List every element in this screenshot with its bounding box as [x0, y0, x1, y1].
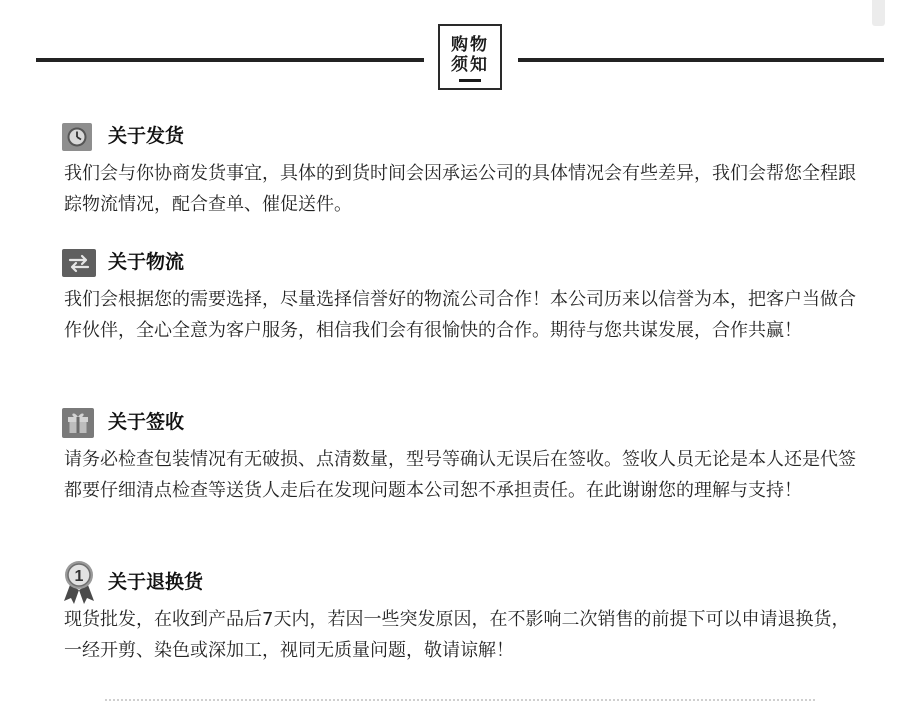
gift-box-icon: [62, 408, 94, 438]
header-title-box: [438, 24, 502, 90]
section-title: 关于发货: [108, 125, 185, 147]
section-receipt: [62, 407, 862, 506]
swap-arrows-icon: [62, 249, 96, 277]
section-body: 现货批发，在收到产品后7天内，若因一些突发原因，在不影响二次销售的前提下可以申请退换货，一经开剪、染色或深加工，视同无质量问题，敬请谅解！: [64, 609, 850, 661]
section-logistics: [62, 247, 862, 346]
section-title: 关于退换货: [108, 571, 204, 593]
medal-number-one-icon: [62, 559, 96, 605]
section-title: 关于签收: [108, 411, 185, 433]
section-body: 请务必检查包装情况有无破损、点清数量，型号等确认无误后在签收。签收人员无论是本人还是代签都要仔细清点检查等送货人走后在发现问题本公司恕不承担责任。在此谢谢您的理解与支持！: [64, 449, 856, 501]
section-body: 我们会根据您的需要选择，尽量选择信誉好的物流公司合作！本公司历来以信誉为本，把客户当做合作伙伴，全心全意为客户服务，相信我们会有很愉快的合作。期待与您共谋发展，合作共赢！: [64, 289, 856, 341]
bottom-dotted-divider: [105, 699, 815, 701]
page-title: 购物须知: [451, 35, 489, 75]
section-title: 关于物流: [108, 251, 185, 273]
section-returns: [62, 567, 862, 666]
section-body: 我们会与你协商发货事宜，具体的到货时间会因承运公司的具体情况会有些差异，我们会帮您全程跟踪物流情况，配合查单、催促送件。: [64, 163, 856, 215]
section-shipping: [62, 121, 862, 220]
corner-decoration: [872, 0, 885, 26]
clock-icon: [62, 123, 92, 151]
svg-text:1: 1: [74, 568, 84, 585]
section-header: [62, 567, 862, 599]
header-rule-right: [518, 58, 884, 62]
section-header: [62, 247, 862, 279]
title-underline: [459, 79, 481, 82]
section-header: [62, 407, 862, 439]
header-rule-left: [36, 58, 424, 62]
section-header: [62, 121, 862, 153]
